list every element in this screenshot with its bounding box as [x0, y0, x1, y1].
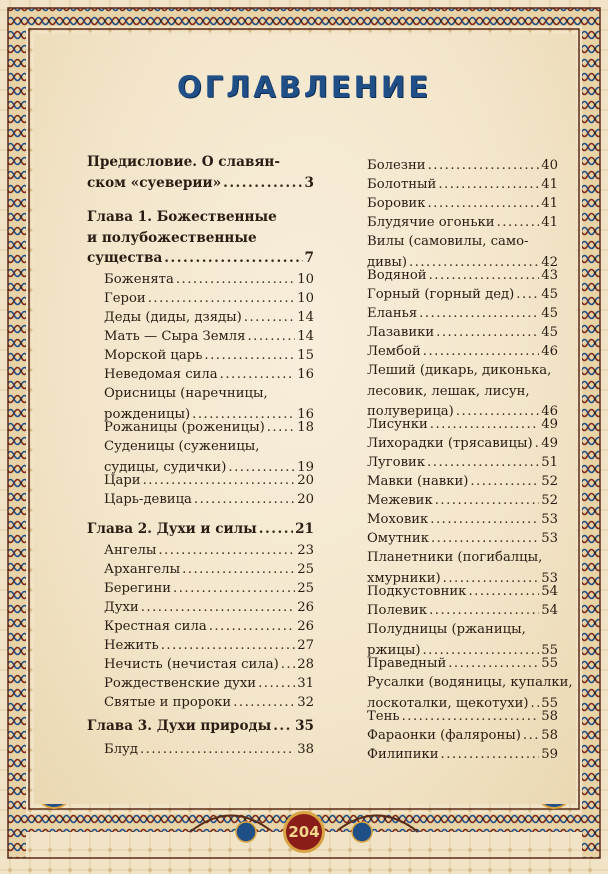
toc-entry[interactable] — [367, 491, 558, 512]
toc-entry-title: Вилы (самовилы, само- — [367, 234, 529, 249]
dot-leader — [182, 560, 295, 581]
toc-entry-page: 31 — [297, 676, 314, 691]
dot-leader — [448, 654, 539, 675]
toc-entry[interactable] — [367, 304, 558, 325]
dot-leader — [470, 472, 539, 493]
toc-entry-title: Водяной — [367, 268, 427, 283]
toc-entry-title: Цари — [104, 473, 141, 488]
dot-leader — [419, 304, 539, 325]
toc-entry-page: 10 — [297, 291, 314, 306]
toc-entry-page: 38 — [297, 742, 314, 757]
toc-entry[interactable] — [367, 156, 558, 177]
toc-entry-title: Орисницы (наречницы, — [104, 386, 268, 401]
dot-leader — [431, 529, 539, 550]
toc-chapter-entry[interactable] — [87, 519, 314, 540]
toc-entry[interactable] — [367, 707, 558, 728]
dot-leader — [161, 636, 296, 657]
toc-entry[interactable] — [367, 266, 558, 287]
dot-leader — [233, 693, 295, 714]
toc-entry-page: 35 — [295, 718, 314, 734]
toc-entry-title: Неведомая сила — [104, 367, 218, 382]
toc-entry-title: Ангелы — [104, 543, 157, 558]
toc-entry-page: 58 — [541, 709, 558, 724]
toc-entry-title: Святые и пророки — [104, 695, 232, 710]
toc-entry-page: 26 — [297, 600, 314, 615]
toc-entry-page: 53 — [541, 570, 558, 586]
toc-entry-page: 14 — [297, 329, 314, 344]
toc-entry-page: 59 — [541, 747, 558, 762]
toc-entry-page: 52 — [541, 474, 558, 489]
dot-leader — [164, 248, 302, 269]
dot-leader — [435, 491, 540, 512]
dot-leader — [247, 327, 295, 348]
toc-entry[interactable] — [367, 434, 558, 455]
dot-leader — [535, 434, 540, 455]
dot-leader — [516, 285, 539, 306]
toc-entry-title: Нечисть (нечистая сила) — [104, 657, 279, 672]
page-title: ОГЛАВЛЕНИЕ — [176, 70, 431, 104]
toc-entry-title: судицы, судички) — [104, 459, 227, 475]
toc-entry-page: 42 — [541, 254, 558, 270]
toc-entry-page: 3 — [304, 174, 314, 191]
toc-entry-page: 15 — [297, 348, 314, 363]
toc-entry-title: Предисловие. О славян- — [87, 154, 281, 170]
toc-entry-title: ржицы) — [367, 642, 421, 658]
dot-leader — [204, 346, 295, 367]
toc-entry-page: 27 — [297, 638, 314, 653]
dot-leader — [141, 598, 296, 619]
toc-entry-title: Рождественские духи — [104, 676, 257, 691]
toc-entry-page: 32 — [297, 695, 314, 710]
dot-leader — [429, 601, 539, 622]
toc-entry-title: Морской царь — [104, 348, 203, 363]
toc-entry-title: Филипики — [367, 747, 439, 762]
toc-entry-page: 25 — [297, 562, 314, 577]
toc-entry-title: Планетники (погибалцы, — [367, 550, 543, 565]
toc-entry-page: 40 — [541, 158, 558, 173]
toc-entry[interactable] — [367, 342, 558, 363]
toc-entry-page: 54 — [541, 584, 558, 599]
toc-entry-title: и полубожественные — [87, 229, 257, 246]
toc-entry[interactable] — [367, 361, 558, 423]
dot-leader — [430, 415, 539, 436]
toc-entry-page: 10 — [297, 272, 314, 287]
dot-leader — [244, 308, 295, 329]
dot-leader — [423, 342, 539, 363]
toc-entry[interactable] — [367, 175, 558, 196]
toc-entry[interactable] — [104, 674, 314, 695]
toc-entry-page: 45 — [541, 306, 558, 321]
dot-leader — [259, 519, 293, 540]
toc-entry-page: 51 — [541, 455, 558, 470]
toc-entry-page: 43 — [541, 268, 558, 283]
toc-entry-title: Глава 3. Духи природы — [87, 718, 272, 734]
toc-entry-title: Межевик — [367, 493, 433, 508]
toc-entry-title: Блуд — [104, 742, 138, 757]
toc-entry-page: 49 — [541, 436, 558, 451]
toc-entry[interactable] — [367, 472, 558, 493]
dot-leader — [427, 453, 539, 474]
toc-entry-title: Боженята — [104, 272, 174, 287]
toc-entry[interactable] — [367, 582, 558, 603]
toc-entry-page: 25 — [297, 581, 314, 596]
toc-entry-title: Берегини — [104, 581, 172, 596]
toc-entry-page: 55 — [541, 656, 558, 671]
toc-entry-title: Архангелы — [104, 562, 181, 577]
toc-entry-title: Моховик — [367, 512, 429, 527]
toc-entry-title: Еланья — [367, 306, 418, 321]
toc-entry[interactable] — [104, 560, 314, 581]
toc-entry-title: Луговик — [367, 455, 426, 470]
toc-entry-page: 45 — [541, 325, 558, 340]
toc-entry[interactable] — [367, 529, 558, 550]
toc-entry-page: 41 — [541, 215, 558, 230]
toc-entry-title: Омутник — [367, 531, 429, 546]
dot-leader — [497, 213, 540, 234]
toc-entry-title: полуверица) — [367, 404, 454, 419]
toc-entry-title: Суденицы (суженицы, — [104, 439, 260, 454]
toc-entry[interactable] — [104, 655, 314, 676]
toc-entry-page: 54 — [541, 603, 558, 618]
toc-entry-page: 53 — [541, 531, 558, 546]
dot-leader — [428, 156, 540, 177]
dot-leader — [220, 365, 296, 386]
toc-entry-title: Подкустовник — [367, 584, 467, 599]
toc-entry[interactable] — [104, 579, 314, 600]
dot-leader — [436, 323, 539, 344]
toc-entry[interactable] — [104, 740, 314, 761]
toc-entry[interactable] — [104, 693, 314, 714]
dot-leader — [267, 418, 296, 439]
dot-leader — [430, 510, 539, 531]
toc-entry-title: лесовик, лешак, лисун, — [367, 383, 530, 399]
toc-entry[interactable] — [104, 270, 314, 291]
toc-entry-title: Болотный — [367, 177, 437, 192]
dot-leader — [438, 175, 539, 196]
toc-chapter-entry[interactable] — [87, 207, 314, 269]
toc-entry-title: Лембой — [367, 344, 421, 359]
toc-entry-title: Болезни — [367, 158, 426, 173]
dot-leader — [176, 270, 295, 291]
toc-entry[interactable] — [104, 289, 314, 310]
dot-leader — [194, 490, 295, 511]
toc-entry[interactable] — [367, 194, 558, 215]
toc-entry-page: 58 — [541, 728, 558, 743]
toc-entry-title: Лисунки — [367, 417, 428, 432]
dot-leader — [209, 617, 296, 638]
toc-entry-title: Крестная сила — [104, 619, 207, 634]
toc-entry-title: Нежить — [104, 638, 159, 653]
dot-leader — [158, 541, 295, 562]
dot-leader — [281, 655, 295, 676]
toc-entry-page: 46 — [541, 344, 558, 359]
toc-chapter-entry[interactable] — [87, 716, 314, 737]
toc-entry-title: Лихорадки (трясавицы) — [367, 436, 533, 451]
toc-entry[interactable] — [104, 636, 314, 657]
toc-entry-title: рожденицы) — [104, 406, 191, 422]
toc-entry-title: хмурники) — [367, 570, 441, 586]
toc-entry-page: 20 — [297, 492, 314, 507]
dot-leader — [429, 266, 540, 287]
toc-entry-page: 26 — [297, 619, 314, 634]
toc-entry-title: Глава 2. Духи и силы — [87, 521, 257, 537]
toc-entry[interactable] — [367, 213, 558, 234]
toc-entry-title: Русалки (водяницы, купалки, — [367, 675, 573, 690]
toc-entry-title: ском «суеверии» — [87, 174, 222, 191]
toc-entry-page: 41 — [541, 196, 558, 211]
toc-entry[interactable] — [367, 601, 558, 622]
toc-entry-page: 16 — [297, 367, 314, 382]
toc-entry-page: 49 — [541, 417, 558, 432]
toc-entry-page: 16 — [297, 406, 314, 422]
toc-entry-title: Герои — [104, 291, 146, 306]
toc-entry-title: Фараонки (фаляроны) — [367, 728, 521, 743]
toc-entry-page: 55 — [541, 695, 558, 711]
dot-leader — [140, 740, 295, 761]
dot-leader — [223, 173, 302, 194]
dot-leader — [441, 745, 540, 766]
dot-leader — [148, 289, 296, 310]
toc-entry[interactable] — [104, 490, 314, 511]
toc-entry-page: 14 — [297, 310, 314, 325]
toc-entry-title: Духи — [104, 600, 139, 615]
toc-entry-title: Блудячие огоньки — [367, 215, 495, 230]
toc-entry-title: Леший (дикарь, диконька, — [367, 363, 552, 378]
toc-entry-title: Праведный — [367, 656, 447, 671]
dot-leader — [258, 674, 295, 695]
toc-entry-page: 41 — [541, 177, 558, 192]
toc-entry-title: лоскоталки, щекотухи) — [367, 695, 529, 711]
toc-entry-page: 45 — [541, 287, 558, 302]
toc-entry-page: 55 — [541, 642, 558, 658]
toc-entry-page: 23 — [297, 543, 314, 558]
toc-entry[interactable] — [367, 510, 558, 531]
toc-entry-title: дивы) — [367, 254, 407, 270]
toc-entry[interactable] — [367, 453, 558, 474]
dot-leader — [523, 726, 539, 747]
toc-entry[interactable] — [104, 471, 314, 492]
toc-entry-page: 20 — [297, 473, 314, 488]
toc-entry[interactable] — [367, 745, 558, 766]
toc-entry[interactable] — [104, 346, 314, 367]
toc-entry[interactable] — [104, 365, 314, 386]
toc-entry-page: 52 — [541, 493, 558, 508]
toc-entry-title: Царь-девица — [104, 492, 192, 507]
toc-entry[interactable] — [367, 654, 558, 675]
toc-entry-title: Полудницы (ржаницы, — [367, 622, 526, 637]
toc-chapter-entry[interactable] — [87, 152, 314, 193]
toc-entry-title: Деды (диды, дзяды) — [104, 310, 242, 325]
toc-entry-page: 28 — [297, 657, 314, 672]
toc-entry-page: 21 — [295, 521, 314, 537]
toc-entry-page: 46 — [541, 404, 558, 419]
toc-entry[interactable] — [367, 285, 558, 306]
toc-entry[interactable] — [104, 418, 314, 439]
dot-leader — [173, 579, 295, 600]
toc-entry-title: существа — [87, 250, 163, 266]
toc-entry-page: 18 — [297, 420, 314, 435]
dot-leader — [468, 582, 539, 603]
toc-entry-page: 19 — [297, 459, 314, 475]
toc-entry-title: Глава 1. Божественные — [87, 209, 277, 225]
toc-entry[interactable] — [367, 415, 558, 436]
toc-entry-title: Лазавики — [367, 325, 435, 340]
toc-entry[interactable] — [104, 598, 314, 619]
toc-entry-title: Мать — Сыра Земля — [104, 329, 246, 344]
page-number: 204 — [283, 811, 325, 853]
toc-entry[interactable] — [367, 323, 558, 344]
toc-entry-title: Мавки (навки) — [367, 474, 469, 489]
toc-entry-title: Рожаницы (роженицы) — [104, 420, 265, 435]
toc-entry[interactable] — [367, 726, 558, 747]
toc-entry-page: 53 — [541, 512, 558, 527]
dot-leader — [402, 707, 540, 728]
dot-leader — [143, 471, 296, 492]
dot-leader — [273, 716, 293, 737]
toc-entry-title: Боровик — [367, 196, 426, 211]
toc-entry[interactable] — [104, 541, 314, 562]
toc-entry[interactable] — [104, 308, 314, 329]
toc-entry[interactable] — [104, 617, 314, 638]
toc-entry-title: Тень — [367, 709, 400, 724]
dot-leader — [427, 194, 539, 215]
toc-entry-page: 7 — [304, 250, 314, 266]
toc-entry-title: Полевик — [367, 603, 428, 618]
toc-entry[interactable] — [104, 327, 314, 348]
toc-entry-title: Горный (горный дед) — [367, 287, 515, 302]
